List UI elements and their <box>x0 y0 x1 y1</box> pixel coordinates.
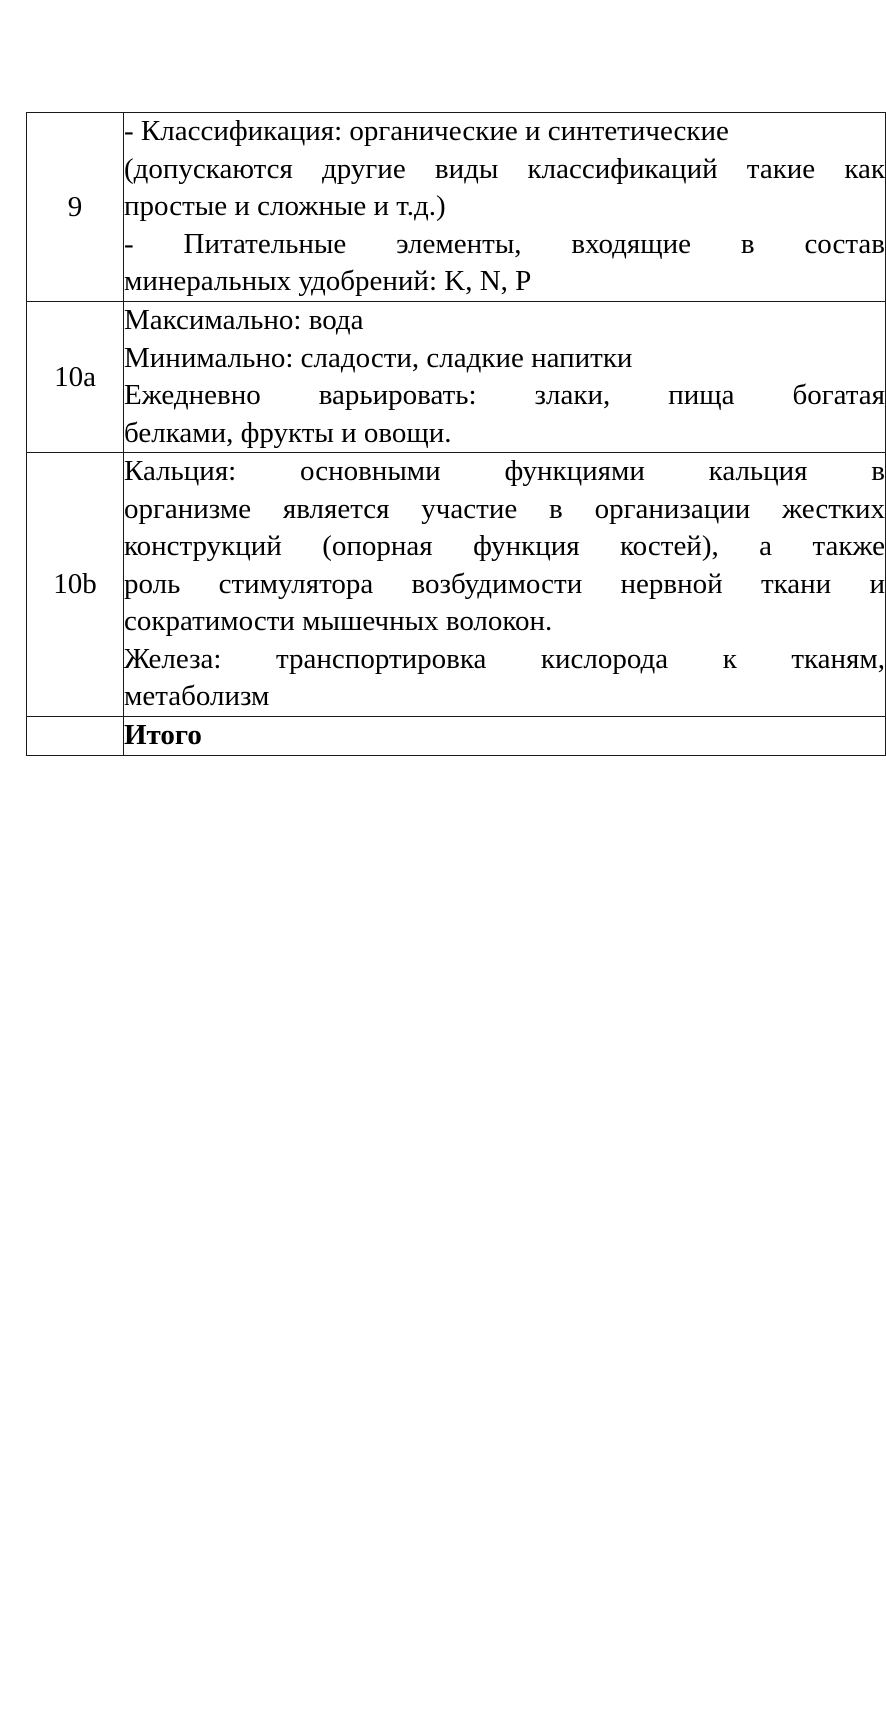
table-row-total <box>27 716 886 755</box>
table-row <box>27 453 886 717</box>
answer-line: (допускаются другие виды классификаций такие как <box>124 152 885 185</box>
answer-line: организме является участие в организации жестких <box>124 492 885 525</box>
answer-line: Минимально: сладости, сладкие напитки <box>124 341 633 374</box>
answer-line: сократимости мышечных волокон. <box>124 605 553 637</box>
answer-text-cell <box>124 113 886 302</box>
question-number-cell: 10a <box>27 302 124 453</box>
table-row <box>27 302 886 453</box>
answer-line: Железа: транспортировка кислорода к тканям, <box>124 642 885 675</box>
answer-key-table <box>26 112 886 756</box>
question-number-cell <box>27 716 124 755</box>
answer-text-cell <box>124 302 886 453</box>
total-cell <box>124 716 886 755</box>
question-number-cell: 10b <box>27 453 124 717</box>
answer-line: метаболизм <box>124 680 270 712</box>
answer-line: - Питательные элементы, входящие в состав <box>124 227 885 260</box>
answer-line: конструкций (опорная функция костей), а также <box>124 530 885 562</box>
answer-line: простые и сложные и т.д.) <box>124 190 446 223</box>
answer-line: Ежедневно варьировать: злаки, пища богатая <box>124 379 885 411</box>
answer-text-cell <box>124 453 886 717</box>
answer-line: минеральных удобрений: K, N, P <box>124 265 532 298</box>
question-number-cell: 9 <box>27 113 124 302</box>
table-row <box>27 113 886 302</box>
answer-line: - Классификация: органические и синтетические <box>124 115 729 148</box>
answer-line: Максимально: вода <box>124 304 364 336</box>
answer-line: Кальция: основными функциями кальция в <box>124 455 885 487</box>
answer-line: роль стимулятора возбудимости нервной ткани и <box>124 567 885 600</box>
answer-line: белками, фрукты и овощи. <box>124 416 452 449</box>
total-label: Итого <box>124 718 202 751</box>
